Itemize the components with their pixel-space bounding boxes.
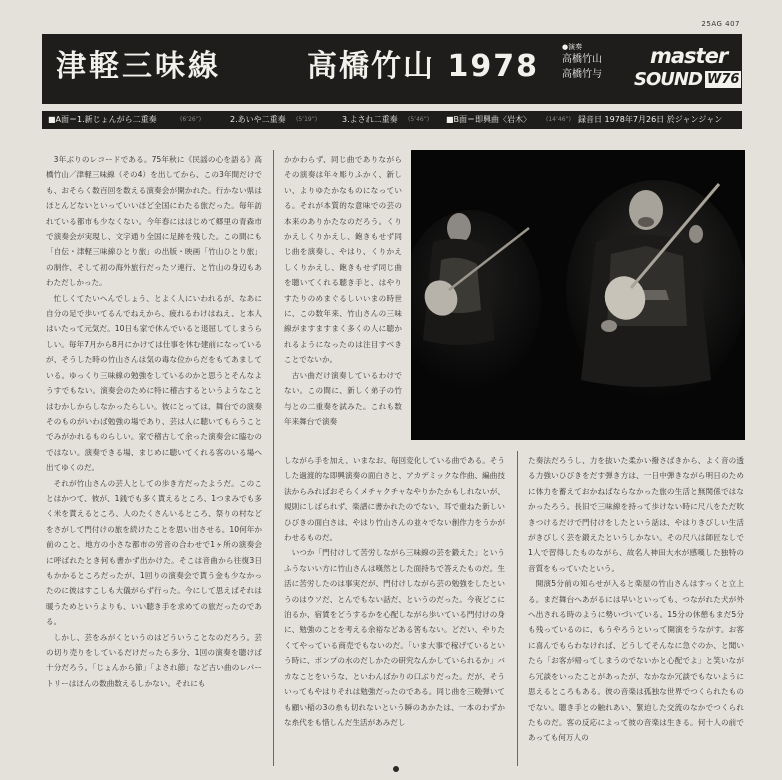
logo-badge: W76 — [707, 72, 740, 87]
artist-year-title: 高橋竹山 1978 — [307, 49, 539, 84]
track-a3: 3.よされ二重奏 — [342, 115, 398, 124]
title-banner — [42, 34, 742, 104]
track-list-bar — [42, 111, 742, 129]
column-divider — [517, 451, 518, 766]
column-divider — [273, 150, 274, 766]
article-column-2 — [284, 152, 402, 442]
performers-image — [411, 150, 745, 440]
track-time: (14’46”) — [546, 116, 571, 123]
performer-name: 高橋竹山 — [562, 54, 602, 65]
track-time: (6’26”) — [180, 116, 202, 123]
article-paragraph: 3年ぶりのレコードである。75年秋に《民謡の心を語る》高橋竹山／津軽三味線（その4）を出してから、この3年間だけでも、おそらく数百回を数える演奏会が開かれた。行かない県はほとんどないといっていいほど全国にわたる旅だった。毎年訪れている都市も少なくない。今年春にははじめて郷里の青森市で演奏会が実現し、文字通り全国に足跡を残した。この間にも「自伝・津軽三味線ひとり旅」の出版・映画「竹山ひとり旅」の制作、そして初の海外旅行だったソ連行、と竹山の身辺もあわただしかった。 — [46, 155, 262, 288]
page-marker — [393, 766, 399, 772]
article-paragraph: それが竹山さんの芸人としての歩き方だったようだ。このことはかつて、彼が、1銭でも多く貰えるところ、1つまみでも多く米を貰えるところ、人のたくさんいるところ、祭りの村などをさがして門付けの旅を続けたことを思い出させる。10何年か前のこと、地方の小さな都市の労音の合わせで1ヶ所の演奏会に呼ばれたとき何も書かず出かけた。そこは音曲から往復3日もかかるところだったが、1回りの演奏会で貰う金も少なかったのに彼はすこしも大儀がらず行った。今にして思えばそれは暖うためというよりも、いい聴き手を求めての旅だったのである。 — [46, 478, 262, 627]
article-paragraph: かかわらず、同じ曲でありながらその演奏は年々彫りふかく、新しい、よりゆたかなものになっている。それが本質的な意味での芸の本来のありかたなのだろう。くりかえしくりかえし、飽きもせず同じ曲を演奏し、やはり、くりかえしくりかえし、飽きもせず同じ曲を聴いてくれる聴き手と、はやりすたりのめまぐるしいいまの時世に、この数年来、竹山さんの三味線がますますまく多くの人に聴かれるようになったのは注目すべきことでないか。 — [284, 155, 402, 365]
logo-text-line2: SOUND — [634, 69, 702, 90]
article-column-1 — [46, 152, 262, 764]
recording-info: 録音日 1978年7月26日 於ジャンジャン — [578, 115, 723, 124]
track-time: (5’46”) — [408, 116, 430, 123]
article-paragraph: 古い曲だけ演奏しているわけでない。この間に、新しく弟子の竹与との二重奏を試みた。これも数年来舞台で演奏 — [284, 370, 402, 426]
logo-text-line1: master — [650, 44, 728, 68]
track-time: (5’19”) — [296, 116, 318, 123]
track-a2: 2.あいや二重奏 — [230, 115, 286, 124]
master-sound-logo — [632, 42, 740, 96]
article-paragraph: 開演5分前の知らせが入ると楽屋の竹山さんはすっくと立上る。まだ舞台へあがるには早いといっても、つながれた犬が外へ出される時のように勢いづいている。15分の休憩もまだ5分も残っているのに、もうやろうといって開演をうながす。お客に喜んでもらわなければ、どうしてそんなに急ぐのか、と聞いたら「お客が帰ってしまうのでないかと心配でよ」と笑いながら冗談をいったことがあったが、なかなか冗談でもないように思えるところもある。彼の音楽は孤独な世界でつくられたものでない。聴き手との触れあい、緊迫した交流のなかでつくられたものだ。客の反応によって彼の音楽は生きる。何十人の前であっても何万人の — [528, 579, 744, 743]
performer-name: 高橋竹与 — [562, 69, 602, 80]
performance-photo — [411, 150, 745, 440]
track-a-side: ■A面＝1.新じょんがら二重奏 — [48, 115, 157, 124]
article-paragraph: しながら手を加え、いまなお、毎回変化している曲である。そうした過渡的な即興演奏の面白さと、アカデミックな作曲、編曲技法からみればおそらくメチャクチャなやりかたかもしれないが、規則にしばられず、楽譜に書かれたのでない、耳で重ねた新しいひびきの面白さは、やはり竹山さんの並々でない創作力をうかがわせるものだ。 — [284, 456, 505, 543]
article-paragraph: いつか「門付けして苦労しながら三味線の芸を鍛えた」というふうないい方に竹山さんは嘆然とした面持ちで答えたものだ。生活に苦労したのは事実だが、門付けしながら芸の勉強をしたというのはウソだ、とんでもない話だ、というのだった。今夜どこに泊るか、宿賃をどうするかを心配しながら歩いている門付けの身に、勉強のことを考える余裕などある筈もない。どだい、やりたくてやっている商売でもないのだ。「いま大事で稼げているという時に、ボンプの水のだしかたの研究なんかしていられるか」バカなことをいうな、といわんばかりの口ぶりだった。だが、そういってもやはりそれは勉強だったのである。同じ曲を三晩弾いても顧い稲の3の糸も切れないという瞬のあかたは、一本のわずかな糸代をも惜しんだ生活があみだし — [284, 548, 505, 727]
article-paragraph: しかし、芸をみがくというのはどういうことなのだろう。芸の切り売りをしているだけだったら多分、1回の演奏を聴けば十分だろう。「じょんから節」「よされ節」など古い曲のレパートリーはほんの数曲数えるしかない。それにも — [46, 632, 262, 688]
track-b-side: ■B面＝即興曲〈岩木〉 — [446, 115, 532, 124]
ensemble-mark: ●演奏 — [562, 43, 583, 51]
article-column-3 — [284, 453, 505, 765]
album-title: 津軽三味線 — [56, 49, 221, 84]
article-column-4 — [528, 453, 744, 765]
catalog-number: 25AG 407 — [701, 20, 740, 28]
performer-credits — [562, 42, 637, 82]
article-paragraph: た奏法だろうし、力を抜いた柔かい撥さばきから、よく音の透る力強いひびきをだす弾き方は、一日中弾きながら明日のために体力を蓄えておかねばならなかった旅の生活と無関係ではなかったろう。長旧で三味線を持って歩けない時に尺八をただ吹きつけるだけで門付けをしたという話は、やはりきびしい生活がきびしく芸を鍛えたというしかない。その尺八は師匠なしで1人で習得したものながら、故名人神田大水が感嘆した独特の音質をもっていたという。 — [528, 456, 744, 573]
article-paragraph: 忙しくてたいへんでしょう、とよく人にいわれるが、なあに自分の足で歩いてるんでねえから、疲れるわけはねえ、と本人はいたって元気だ。10日も家で休んでいると退屈してしまうらしい。毎年7月から8月にかけては仕事を休む建前になっているが、そうした時の竹山さんは気の毒な位からだをもてあましている。ゆっくり三味線の勉強をしているのかと思うとそんなようすでもない。演奏会のために特に稽古するというようなことはむかしからしなかったらしい。彼にとっては、舞台での演奏そのものがいわば勉強の場であり、芸は人に聴いてもらうことでみがかれるものらしい。家で稽古して余った演奏会に臨むのではない。演奏できる場、まじめに聴いてくれる客のいる場へ出てゆくのだ。 — [46, 293, 262, 473]
